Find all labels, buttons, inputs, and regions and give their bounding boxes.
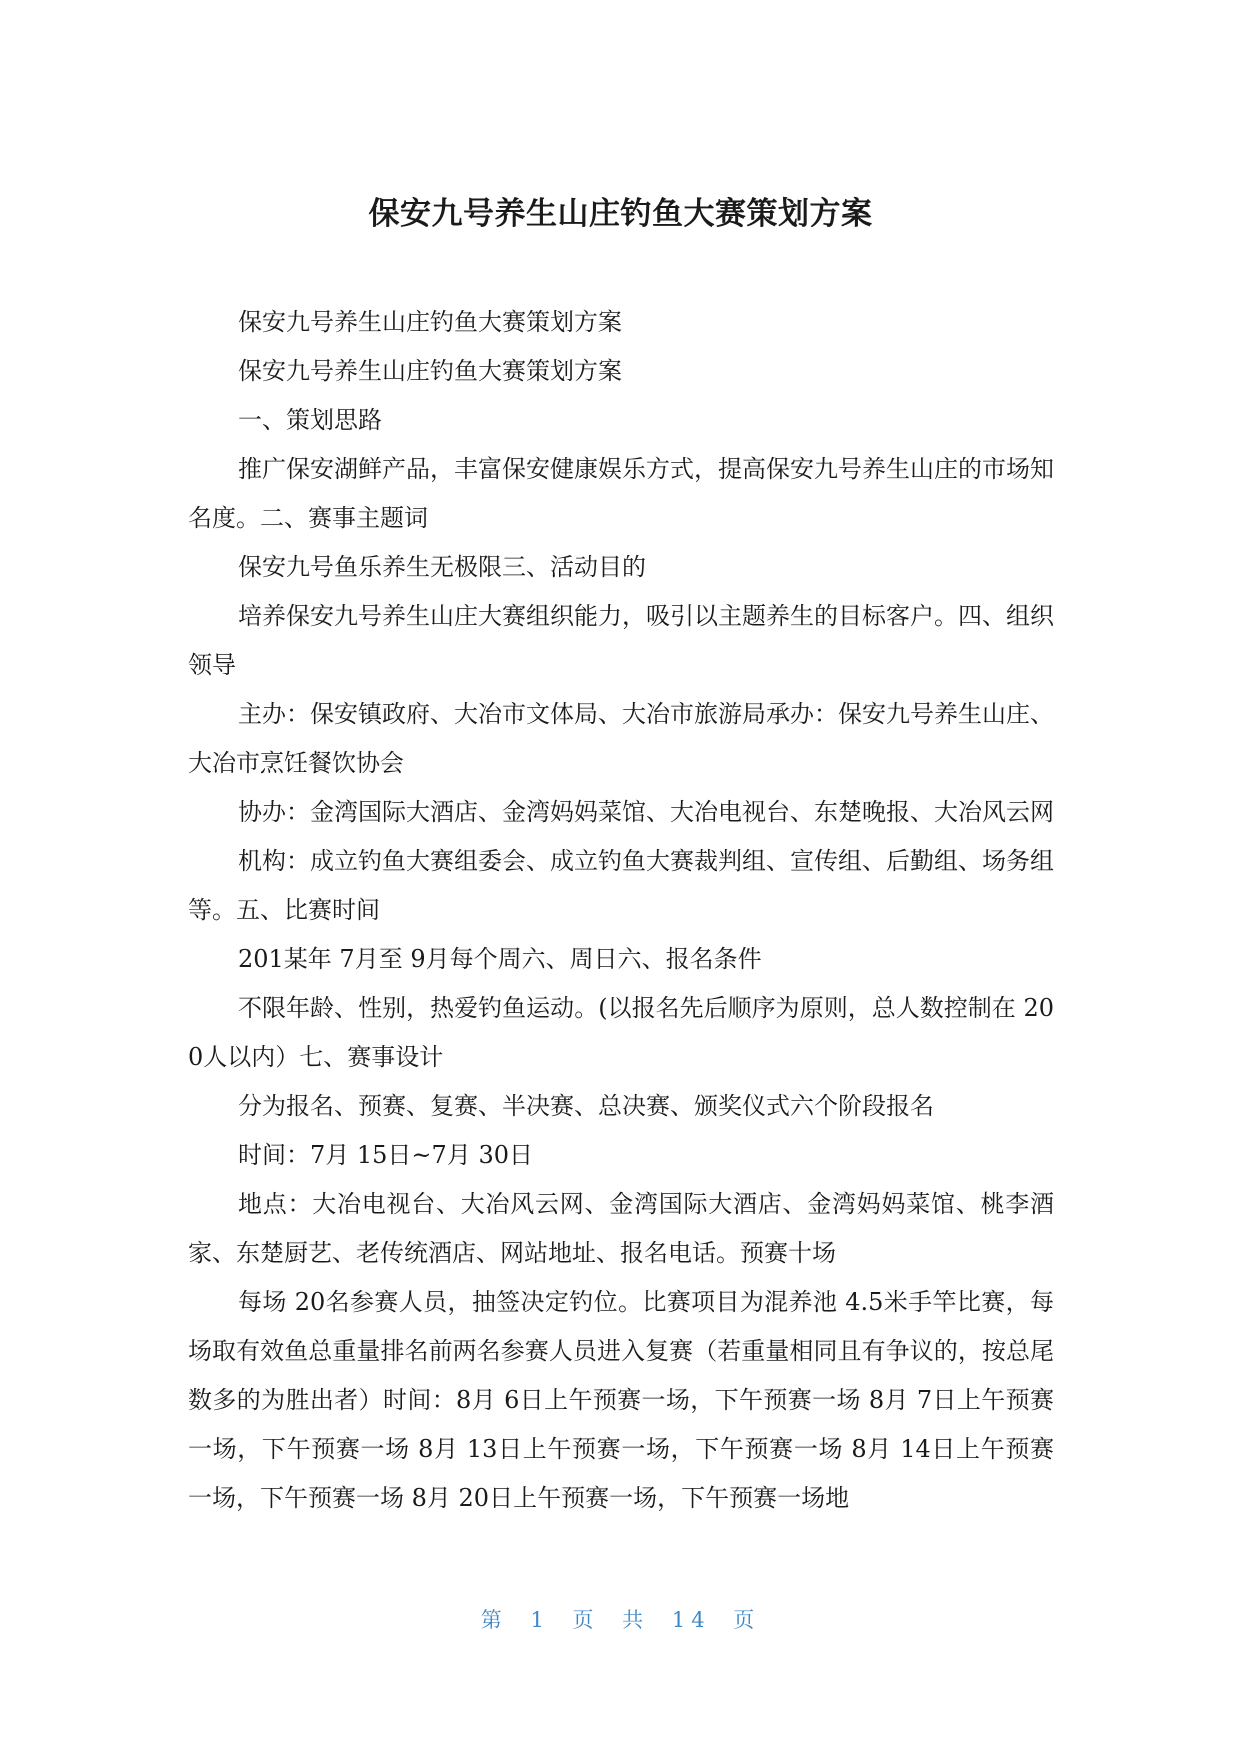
- paragraph: 地点：大冶电视台、大冶风云网、金湾国际大酒店、金湾妈妈菜馆、桃李酒家、东楚厨艺、老传统酒店、网站地址、报名电话。预赛十场: [188, 1190, 1054, 1267]
- paragraph: 201某年 7月至 9月每个周六、周日六、报名条件: [238, 945, 762, 973]
- paragraph: 时间：7月 15日~7月 30日: [238, 1141, 533, 1169]
- paragraph: 每场 20名参赛人员，抽签决定钓位。比赛项目为混养池 4.5米手竿比赛，每场取有效鱼总重量排名前两名参赛人员进入复赛（若重量相同且有争议的，按总尾数多的为胜出者）时间：8月 6日上午预赛一场，下午预赛一场 8月 7日上午预赛一场，下午预赛一场 8月 13日上午预赛一场，下午预赛一场 8月 14日上午预赛一场，下午预赛一场 8月 20日上午预赛一场，下午预赛一场地: [188, 1288, 1054, 1512]
- page-number-footer: 第 1 页 共 14 页: [480, 1608, 761, 1632]
- paragraph: 一、策划思路: [238, 406, 382, 434]
- paragraph: 主办：保安镇政府、大冶市文体局、大冶市旅游局承办：保安九号养生山庄、大冶市烹饪餐饮协会: [188, 700, 1054, 777]
- paragraph: 保安九号养生山庄钓鱼大赛策划方案: [238, 308, 622, 336]
- paragraph: 培养保安九号养生山庄大赛组织能力，吸引以主题养生的目标客户。四、组织领导: [188, 602, 1054, 679]
- paragraph: 推广保安湖鲜产品，丰富保安健康娱乐方式，提高保安九号养生山庄的市场知名度。二、赛事主题词: [188, 455, 1054, 532]
- paragraph: 保安九号养生山庄钓鱼大赛策划方案: [238, 357, 622, 385]
- document-title: 保安九号养生山庄钓鱼大赛策划方案: [368, 196, 873, 232]
- paragraph: 分为报名、预赛、复赛、半决赛、总决赛、颁奖仪式六个阶段报名: [238, 1092, 934, 1120]
- document-body: [188, 298, 1054, 1523]
- paragraph: 保安九号鱼乐养生无极限三、活动目的: [238, 553, 646, 581]
- paragraph: 协办：金湾国际大酒店、金湾妈妈菜馆、大冶电视台、东楚晚报、大冶风云网: [238, 798, 1054, 826]
- paragraph: 机构：成立钓鱼大赛组委会、成立钓鱼大赛裁判组、宣传组、后勤组、场务组等。五、比赛时间: [188, 847, 1054, 924]
- paragraph: 不限年龄、性别，热爱钓鱼运动。(以报名先后顺序为原则，总人数控制在 200人以内）七、赛事设计: [188, 994, 1054, 1071]
